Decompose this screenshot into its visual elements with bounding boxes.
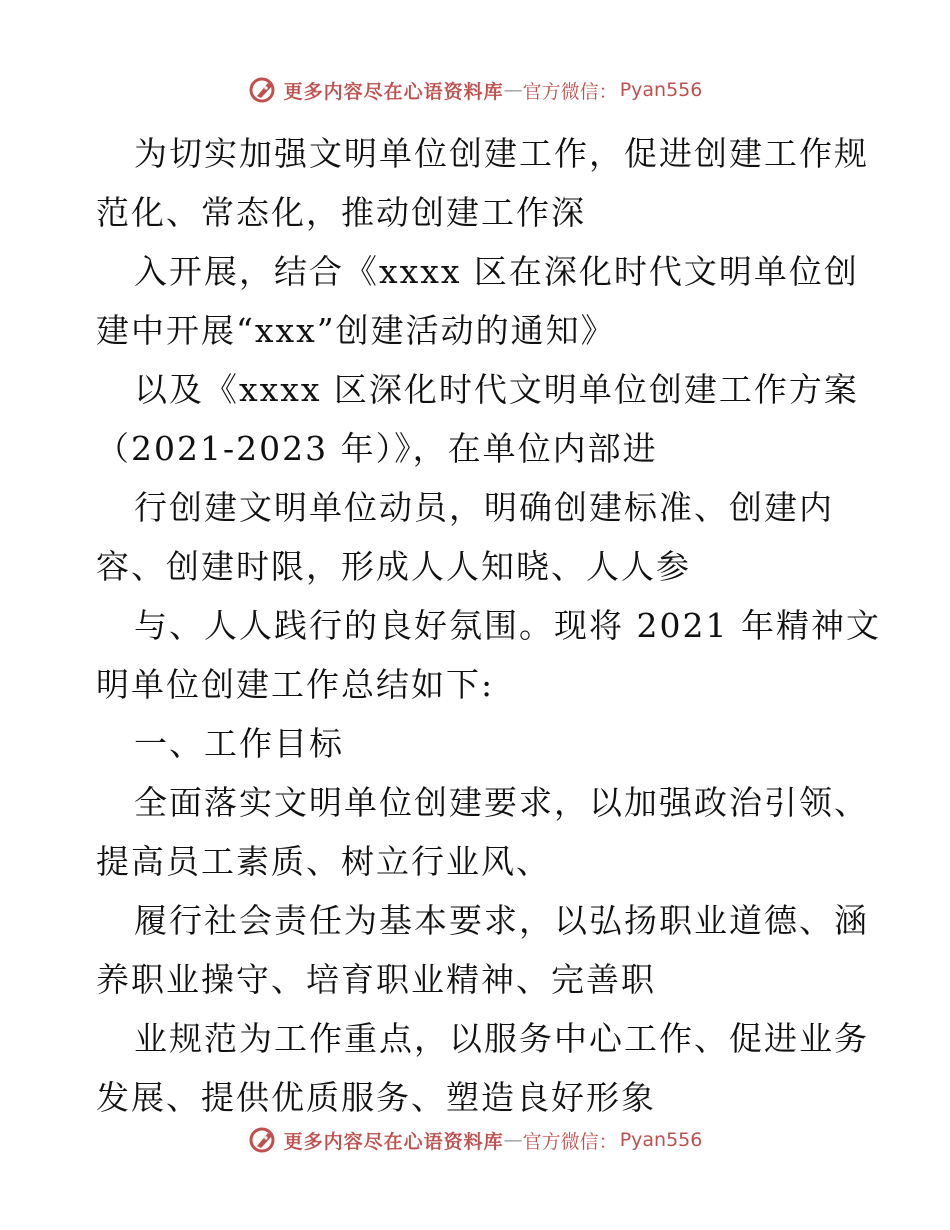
banner-wechat-label: 官方微信： [522, 1130, 618, 1153]
pen-nib-circle-icon [248, 75, 278, 105]
body-line: （2021-2023 年）》，在单位内部进 [96, 429, 658, 468]
body-line: 业规范为工作重点，以服务中心工作、促进业务 [134, 1019, 869, 1058]
banner-wechat-label: 官方微信： [522, 80, 618, 103]
body-line: 履行社会责任为基本要求，以弘扬职业道德、涵 [134, 901, 869, 940]
banner-wechat-id: Pyan556 [619, 79, 703, 101]
body-line: 明单位创建工作总结如下: [96, 665, 495, 704]
body-line: 范化、常态化，推动创建工作深 [96, 193, 586, 232]
footer-banner [0, 1120, 950, 1160]
pen-nib-circle-icon [248, 1125, 278, 1155]
body-line: 为切实加强文明单位创建工作，促进创建工作规 [134, 134, 869, 173]
body-line: 入开展，结合《xxxx 区在深化时代文明单位创 [134, 252, 859, 291]
section-heading: 一、工作目标 [134, 724, 344, 763]
body-line: 建中开展“xxx”创建活动的通知》 [96, 311, 616, 350]
banner-separator: — [503, 1129, 523, 1151]
document-body [96, 124, 881, 1127]
body-line: 与、人人践行的良好氛围。现将 2021 年精神文 [134, 606, 881, 645]
body-line: 全面落实文明单位创建要求，以加强政治引领、 [134, 783, 869, 822]
body-line: 行创建文明单位动员，明确创建标准、创建内 [134, 488, 834, 527]
banner-wechat-id: Pyan556 [619, 1129, 703, 1151]
banner-separator: — [503, 79, 523, 101]
body-line: 容、创建时限，形成人人知晓、人人参 [96, 547, 691, 586]
header-banner [0, 70, 950, 110]
banner-title: 更多内容尽在心语资料库 [283, 1130, 504, 1153]
banner-title: 更多内容尽在心语资料库 [283, 80, 504, 103]
body-line: 发展、提供优质服务、塑造良好形象 [96, 1078, 656, 1117]
body-line: 养职业操守、培育职业精神、完善职 [96, 960, 656, 999]
body-line: 以及《xxxx 区深化时代文明单位创建工作方案 [134, 370, 859, 409]
body-line: 提高员工素质、树立行业风、 [96, 842, 551, 881]
